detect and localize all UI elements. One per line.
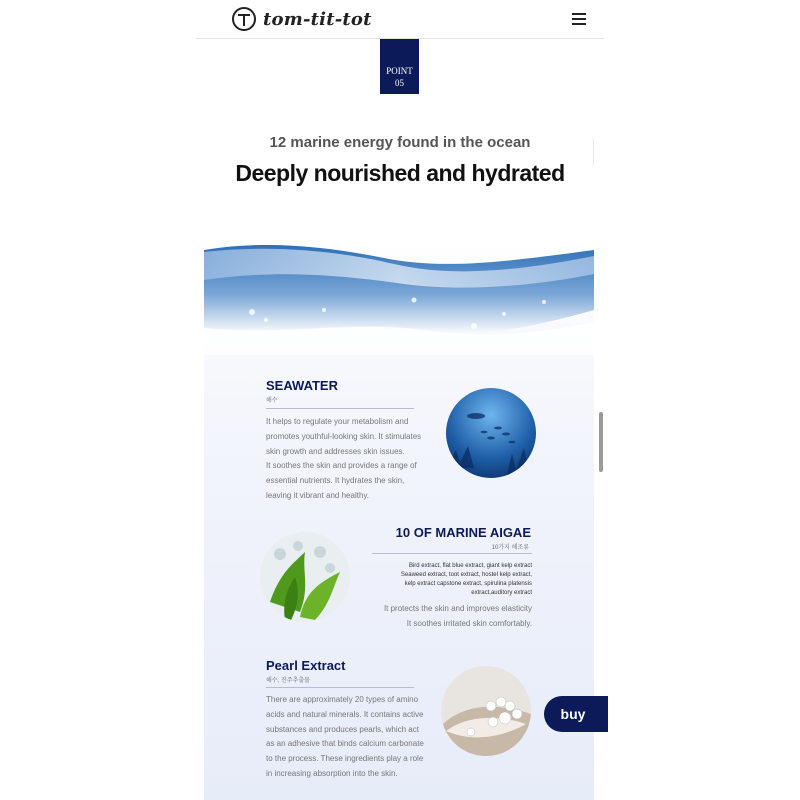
pearl-subheading: 해수, 진주추출물 bbox=[266, 678, 310, 684]
algae-ingredient-list bbox=[334, 562, 532, 598]
logo-mark-icon bbox=[232, 7, 256, 31]
algae-ingredient-line: extract,auditory extract bbox=[471, 590, 532, 596]
logo-text: tom-tit-tot bbox=[263, 8, 372, 30]
seawater-image bbox=[446, 388, 536, 478]
algae-description bbox=[334, 602, 532, 632]
algae-heading: 10 OF MARINE AIGAE bbox=[395, 525, 531, 540]
ocean-wave-image bbox=[204, 240, 594, 355]
top-navigation-bar bbox=[196, 0, 604, 39]
buy-button[interactable]: buy bbox=[544, 696, 608, 732]
pearl-line: There are approximately 20 types of amino bbox=[266, 695, 419, 704]
algae-subheading: 10가지 해조류 bbox=[491, 545, 529, 551]
hamburger-menu-icon[interactable] bbox=[572, 13, 586, 25]
seawater-line: leaving it vibrant and healthy. bbox=[266, 490, 370, 500]
algae-image bbox=[260, 532, 350, 622]
point-badge-number: 05 bbox=[395, 78, 404, 88]
pearl-image bbox=[441, 666, 531, 756]
pearl-description bbox=[266, 693, 456, 782]
pearl-line: acids and natural minerals. It contains active bbox=[266, 709, 424, 719]
ingredients-panel bbox=[204, 240, 594, 800]
pearl-line: in increasing absorption into the skin. bbox=[266, 768, 398, 778]
algae-line: It soothes irritated skin comfortably. bbox=[406, 618, 532, 628]
algae-rule bbox=[372, 553, 532, 554]
seawater-description bbox=[266, 415, 456, 504]
point-badge bbox=[380, 39, 419, 94]
divider bbox=[593, 138, 594, 166]
seawater-line: It soothes the skin and provides a range of bbox=[266, 461, 417, 471]
product-page bbox=[196, 0, 604, 800]
pearl-heading: Pearl Extract bbox=[266, 658, 346, 673]
pearl-line: to the process. These ingredients play a role bbox=[266, 754, 424, 764]
seawater-subheading: 해수 bbox=[266, 398, 278, 404]
pearl-line: as an adhesive that binds calcium carbonate bbox=[266, 739, 424, 749]
page-scrollbar[interactable] bbox=[599, 412, 603, 472]
seawater-line: It helps to regulate your metabolism and bbox=[266, 417, 409, 426]
seawater-heading: SEAWATER bbox=[266, 378, 338, 393]
pearl-rule bbox=[266, 687, 414, 688]
algae-ingredient-line: kelp extract capstone extract, spirulina platensis bbox=[404, 581, 532, 587]
algae-ingredient-line: Seaweed extract, toot extract, hostel kelp extract, bbox=[400, 572, 532, 578]
seawater-rule bbox=[266, 408, 414, 409]
point-badge-label: POINT bbox=[386, 66, 413, 76]
seawater-line: skin growth and addresses skin issues. bbox=[266, 446, 405, 456]
pearl-line: substances and produces pearls, which act bbox=[266, 724, 419, 734]
seawater-line: essential nutrients. It hydrates the skin, bbox=[266, 476, 405, 486]
brand-logo[interactable] bbox=[232, 5, 372, 33]
algae-ingredient-line: Bird extract, flat blue extract, giant kelp extract bbox=[408, 563, 532, 569]
section-subtitle: 12 marine energy found in the ocean bbox=[269, 134, 531, 151]
algae-line: It protects the skin and improves elasticity bbox=[383, 604, 532, 613]
section-title: Deeply nourished and hydrated bbox=[235, 160, 565, 186]
seawater-line: promotes youthful-looking skin. It stimulates bbox=[266, 431, 422, 441]
